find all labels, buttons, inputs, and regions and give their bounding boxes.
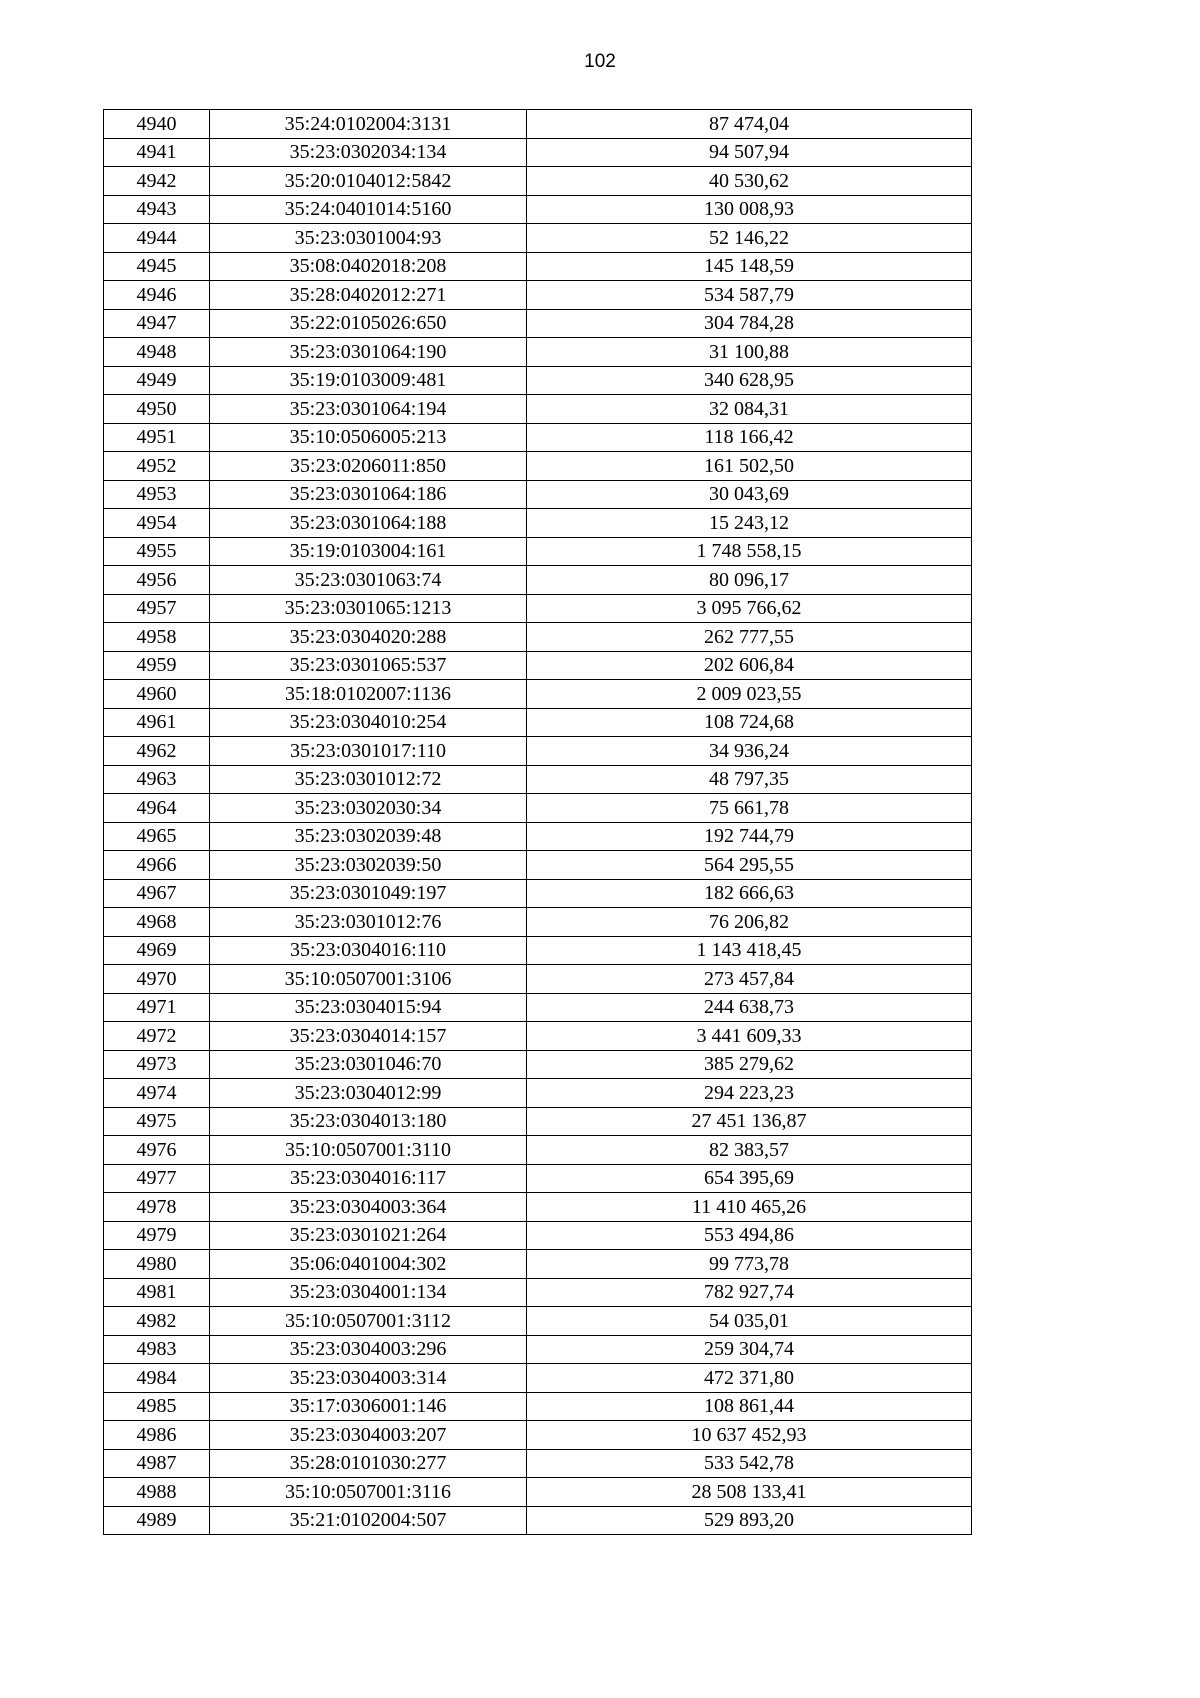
- row-number-cell: 4942: [104, 167, 210, 196]
- cadastral-number-cell: 35:23:0304003:364: [210, 1193, 527, 1222]
- cadastral-number-cell: 35:23:0304003:296: [210, 1335, 527, 1364]
- table-row: [104, 1050, 972, 1079]
- row-number-cell: 4981: [104, 1278, 210, 1307]
- row-number-cell: 4952: [104, 452, 210, 481]
- row-number-cell: 4970: [104, 965, 210, 994]
- cadastral-value-cell: 118 166,42: [527, 423, 972, 452]
- cadastral-value-cell: 48 797,35: [527, 765, 972, 794]
- cadastral-number-cell: 35:23:0301064:190: [210, 338, 527, 367]
- table-row: [104, 1221, 972, 1250]
- row-number-cell: 4962: [104, 737, 210, 766]
- table-row: [104, 1506, 972, 1535]
- cadastral-number-cell: 35:10:0507001:3112: [210, 1307, 527, 1336]
- cadastral-value-cell: 80 096,17: [527, 566, 972, 595]
- cadastral-number-cell: 35:21:0102004:507: [210, 1506, 527, 1535]
- table-row: [104, 1449, 972, 1478]
- table-row: [104, 651, 972, 680]
- row-number-cell: 4987: [104, 1449, 210, 1478]
- table-row: [104, 1364, 972, 1393]
- cadastral-value-cell: 3 095 766,62: [527, 594, 972, 623]
- cadastral-value-cell: 1 143 418,45: [527, 936, 972, 965]
- row-number-cell: 4965: [104, 822, 210, 851]
- table-row: [104, 509, 972, 538]
- cadastral-number-cell: 35:23:0304003:314: [210, 1364, 527, 1393]
- table-row: [104, 708, 972, 737]
- table-row: [104, 794, 972, 823]
- cadastral-number-cell: 35:28:0101030:277: [210, 1449, 527, 1478]
- cadastral-value-cell: 304 784,28: [527, 309, 972, 338]
- row-number-cell: 4989: [104, 1506, 210, 1535]
- table-row: [104, 1136, 972, 1165]
- row-number-cell: 4975: [104, 1107, 210, 1136]
- cadastral-value-cell: 259 304,74: [527, 1335, 972, 1364]
- cadastral-value-cell: 54 035,01: [527, 1307, 972, 1336]
- row-number-cell: 4968: [104, 908, 210, 937]
- table-row: [104, 993, 972, 1022]
- cadastral-number-cell: 35:23:0302034:134: [210, 138, 527, 167]
- table-row: [104, 1421, 972, 1450]
- row-number-cell: 4956: [104, 566, 210, 595]
- page-number: 102: [584, 51, 616, 72]
- cadastral-value-cell: 244 638,73: [527, 993, 972, 1022]
- cadastral-number-cell: 35:23:0301012:72: [210, 765, 527, 794]
- cadastral-value-cell: 529 893,20: [527, 1506, 972, 1535]
- row-number-cell: 4950: [104, 395, 210, 424]
- cadastral-number-cell: 35:23:0304015:94: [210, 993, 527, 1022]
- cadastral-number-cell: 35:23:0304016:110: [210, 936, 527, 965]
- cadastral-value-cell: 2 009 023,55: [527, 680, 972, 709]
- row-number-cell: 4966: [104, 851, 210, 880]
- cadastral-value-cell: 192 744,79: [527, 822, 972, 851]
- table-row: [104, 1392, 972, 1421]
- row-number-cell: 4951: [104, 423, 210, 452]
- cadastral-value-cell: 3 441 609,33: [527, 1022, 972, 1051]
- row-number-cell: 4978: [104, 1193, 210, 1222]
- row-number-cell: 4979: [104, 1221, 210, 1250]
- row-number-cell: 4972: [104, 1022, 210, 1051]
- cadastral-value-cell: 108 861,44: [527, 1392, 972, 1421]
- table-row: [104, 851, 972, 880]
- row-number-cell: 4963: [104, 765, 210, 794]
- table-row: [104, 138, 972, 167]
- cadastral-number-cell: 35:23:0301064:188: [210, 509, 527, 538]
- table-row: [104, 395, 972, 424]
- cadastral-value-cell: 82 383,57: [527, 1136, 972, 1165]
- cadastral-number-cell: 35:23:0304013:180: [210, 1107, 527, 1136]
- cadastral-value-cell: 28 508 133,41: [527, 1478, 972, 1507]
- table-row: [104, 822, 972, 851]
- cadastral-value-cell: 534 587,79: [527, 281, 972, 310]
- cadastral-number-cell: 35:10:0506005:213: [210, 423, 527, 452]
- table-row: [104, 309, 972, 338]
- row-number-cell: 4944: [104, 224, 210, 253]
- cadastral-number-cell: 35:23:0304014:157: [210, 1022, 527, 1051]
- cadastral-number-cell: 35:23:0302039:48: [210, 822, 527, 851]
- cadastral-number-cell: 35:23:0302039:50: [210, 851, 527, 880]
- cadastral-number-cell: 35:23:0301046:70: [210, 1050, 527, 1079]
- cadastral-value-cell: 1 748 558,15: [527, 537, 972, 566]
- table-row: [104, 167, 972, 196]
- row-number-cell: 4964: [104, 794, 210, 823]
- cadastral-number-cell: 35:23:0304020:288: [210, 623, 527, 652]
- cadastral-number-cell: 35:23:0301012:76: [210, 908, 527, 937]
- row-number-cell: 4940: [104, 110, 210, 139]
- cadastral-value-cell: 782 927,74: [527, 1278, 972, 1307]
- table-row: [104, 224, 972, 253]
- row-number-cell: 4958: [104, 623, 210, 652]
- cadastral-value-cell: 27 451 136,87: [527, 1107, 972, 1136]
- row-number-cell: 4977: [104, 1164, 210, 1193]
- cadastral-number-cell: 35:23:0304012:99: [210, 1079, 527, 1108]
- table-row: [104, 1107, 972, 1136]
- table-row: [104, 252, 972, 281]
- row-number-cell: 4982: [104, 1307, 210, 1336]
- table-row: [104, 1478, 972, 1507]
- cadastral-value-table: [103, 109, 972, 1535]
- row-number-cell: 4955: [104, 537, 210, 566]
- row-number-cell: 4948: [104, 338, 210, 367]
- row-number-cell: 4946: [104, 281, 210, 310]
- table-row: [104, 195, 972, 224]
- row-number-cell: 4954: [104, 509, 210, 538]
- cadastral-number-cell: 35:23:0301065:1213: [210, 594, 527, 623]
- cadastral-value-cell: 87 474,04: [527, 110, 972, 139]
- cadastral-number-cell: 35:28:0402012:271: [210, 281, 527, 310]
- cadastral-number-cell: 35:23:0301064:194: [210, 395, 527, 424]
- table-row: [104, 737, 972, 766]
- cadastral-value-cell: 15 243,12: [527, 509, 972, 538]
- cadastral-value-cell: 40 530,62: [527, 167, 972, 196]
- table-row: [104, 1250, 972, 1279]
- table-row: [104, 1079, 972, 1108]
- cadastral-number-cell: 35:23:0301049:197: [210, 879, 527, 908]
- cadastral-number-cell: 35:23:0301004:93: [210, 224, 527, 253]
- table-row: [104, 936, 972, 965]
- cadastral-number-cell: 35:20:0104012:5842: [210, 167, 527, 196]
- table-body: [104, 110, 972, 1535]
- table-row: [104, 1193, 972, 1222]
- cadastral-value-cell: 202 606,84: [527, 651, 972, 680]
- row-number-cell: 4943: [104, 195, 210, 224]
- cadastral-value-cell: 294 223,23: [527, 1079, 972, 1108]
- table-row: [104, 1335, 972, 1364]
- table-row: [104, 537, 972, 566]
- cadastral-number-cell: 35:23:0302030:34: [210, 794, 527, 823]
- table-row: [104, 1164, 972, 1193]
- table-row: [104, 566, 972, 595]
- cadastral-number-cell: 35:23:0304010:254: [210, 708, 527, 737]
- cadastral-number-cell: 35:10:0507001:3116: [210, 1478, 527, 1507]
- cadastral-value-cell: 11 410 465,26: [527, 1193, 972, 1222]
- cadastral-value-cell: 472 371,80: [527, 1364, 972, 1393]
- table-row: [104, 680, 972, 709]
- table-row: [104, 1022, 972, 1051]
- table-row: [104, 1278, 972, 1307]
- row-number-cell: 4947: [104, 309, 210, 338]
- cadastral-value-cell: 76 206,82: [527, 908, 972, 937]
- cadastral-number-cell: 35:24:0401014:5160: [210, 195, 527, 224]
- row-number-cell: 4984: [104, 1364, 210, 1393]
- row-number-cell: 4945: [104, 252, 210, 281]
- row-number-cell: 4980: [104, 1250, 210, 1279]
- cadastral-value-cell: 553 494,86: [527, 1221, 972, 1250]
- cadastral-number-cell: 35:19:0103004:161: [210, 537, 527, 566]
- cadastral-number-cell: 35:23:0301021:264: [210, 1221, 527, 1250]
- row-number-cell: 4986: [104, 1421, 210, 1450]
- row-number-cell: 4960: [104, 680, 210, 709]
- row-number-cell: 4971: [104, 993, 210, 1022]
- cadastral-number-cell: 35:23:0301017:110: [210, 737, 527, 766]
- row-number-cell: 4973: [104, 1050, 210, 1079]
- table-row: [104, 623, 972, 652]
- cadastral-number-cell: 35:17:0306001:146: [210, 1392, 527, 1421]
- table-row: [104, 1307, 972, 1336]
- cadastral-number-cell: 35:23:0304016:117: [210, 1164, 527, 1193]
- cadastral-value-cell: 99 773,78: [527, 1250, 972, 1279]
- cadastral-number-cell: 35:24:0102004:3131: [210, 110, 527, 139]
- table-row: [104, 879, 972, 908]
- row-number-cell: 4983: [104, 1335, 210, 1364]
- table-row: [104, 281, 972, 310]
- cadastral-value-cell: 94 507,94: [527, 138, 972, 167]
- cadastral-number-cell: 35:23:0301064:186: [210, 480, 527, 509]
- cadastral-value-cell: 564 295,55: [527, 851, 972, 880]
- cadastral-number-cell: 35:23:0304001:134: [210, 1278, 527, 1307]
- table-row: [104, 765, 972, 794]
- cadastral-value-cell: 654 395,69: [527, 1164, 972, 1193]
- table-row: [104, 366, 972, 395]
- cadastral-value-cell: 385 279,62: [527, 1050, 972, 1079]
- row-number-cell: 4988: [104, 1478, 210, 1507]
- row-number-cell: 4985: [104, 1392, 210, 1421]
- cadastral-number-cell: 35:10:0507001:3110: [210, 1136, 527, 1165]
- cadastral-value-cell: 31 100,88: [527, 338, 972, 367]
- table-row: [104, 110, 972, 139]
- row-number-cell: 4974: [104, 1079, 210, 1108]
- cadastral-number-cell: 35:18:0102007:1136: [210, 680, 527, 709]
- cadastral-value-cell: 273 457,84: [527, 965, 972, 994]
- cadastral-value-cell: 533 542,78: [527, 1449, 972, 1478]
- row-number-cell: 4976: [104, 1136, 210, 1165]
- cadastral-value-cell: 108 724,68: [527, 708, 972, 737]
- cadastral-value-cell: 262 777,55: [527, 623, 972, 652]
- cadastral-value-cell: 10 637 452,93: [527, 1421, 972, 1450]
- row-number-cell: 4959: [104, 651, 210, 680]
- row-number-cell: 4953: [104, 480, 210, 509]
- cadastral-number-cell: 35:10:0507001:3106: [210, 965, 527, 994]
- cadastral-value-cell: 32 084,31: [527, 395, 972, 424]
- cadastral-number-cell: 35:19:0103009:481: [210, 366, 527, 395]
- row-number-cell: 4969: [104, 936, 210, 965]
- cadastral-value-cell: 340 628,95: [527, 366, 972, 395]
- row-number-cell: 4949: [104, 366, 210, 395]
- table-row: [104, 594, 972, 623]
- cadastral-number-cell: 35:06:0401004:302: [210, 1250, 527, 1279]
- table-row: [104, 338, 972, 367]
- cadastral-number-cell: 35:22:0105026:650: [210, 309, 527, 338]
- table-row: [104, 423, 972, 452]
- table-row: [104, 965, 972, 994]
- row-number-cell: 4941: [104, 138, 210, 167]
- cadastral-number-cell: 35:23:0301063:74: [210, 566, 527, 595]
- cadastral-number-cell: 35:23:0206011:850: [210, 452, 527, 481]
- row-number-cell: 4961: [104, 708, 210, 737]
- cadastral-value-cell: 130 008,93: [527, 195, 972, 224]
- cadastral-value-cell: 161 502,50: [527, 452, 972, 481]
- cadastral-value-cell: 52 146,22: [527, 224, 972, 253]
- cadastral-number-cell: 35:08:0402018:208: [210, 252, 527, 281]
- cadastral-value-cell: 75 661,78: [527, 794, 972, 823]
- cadastral-value-cell: 182 666,63: [527, 879, 972, 908]
- row-number-cell: 4957: [104, 594, 210, 623]
- cadastral-value-cell: 145 148,59: [527, 252, 972, 281]
- table-row: [104, 908, 972, 937]
- table-row: [104, 480, 972, 509]
- cadastral-number-cell: 35:23:0304003:207: [210, 1421, 527, 1450]
- cadastral-number-cell: 35:23:0301065:537: [210, 651, 527, 680]
- table-row: [104, 452, 972, 481]
- cadastral-value-cell: 34 936,24: [527, 737, 972, 766]
- cadastral-value-cell: 30 043,69: [527, 480, 972, 509]
- row-number-cell: 4967: [104, 879, 210, 908]
